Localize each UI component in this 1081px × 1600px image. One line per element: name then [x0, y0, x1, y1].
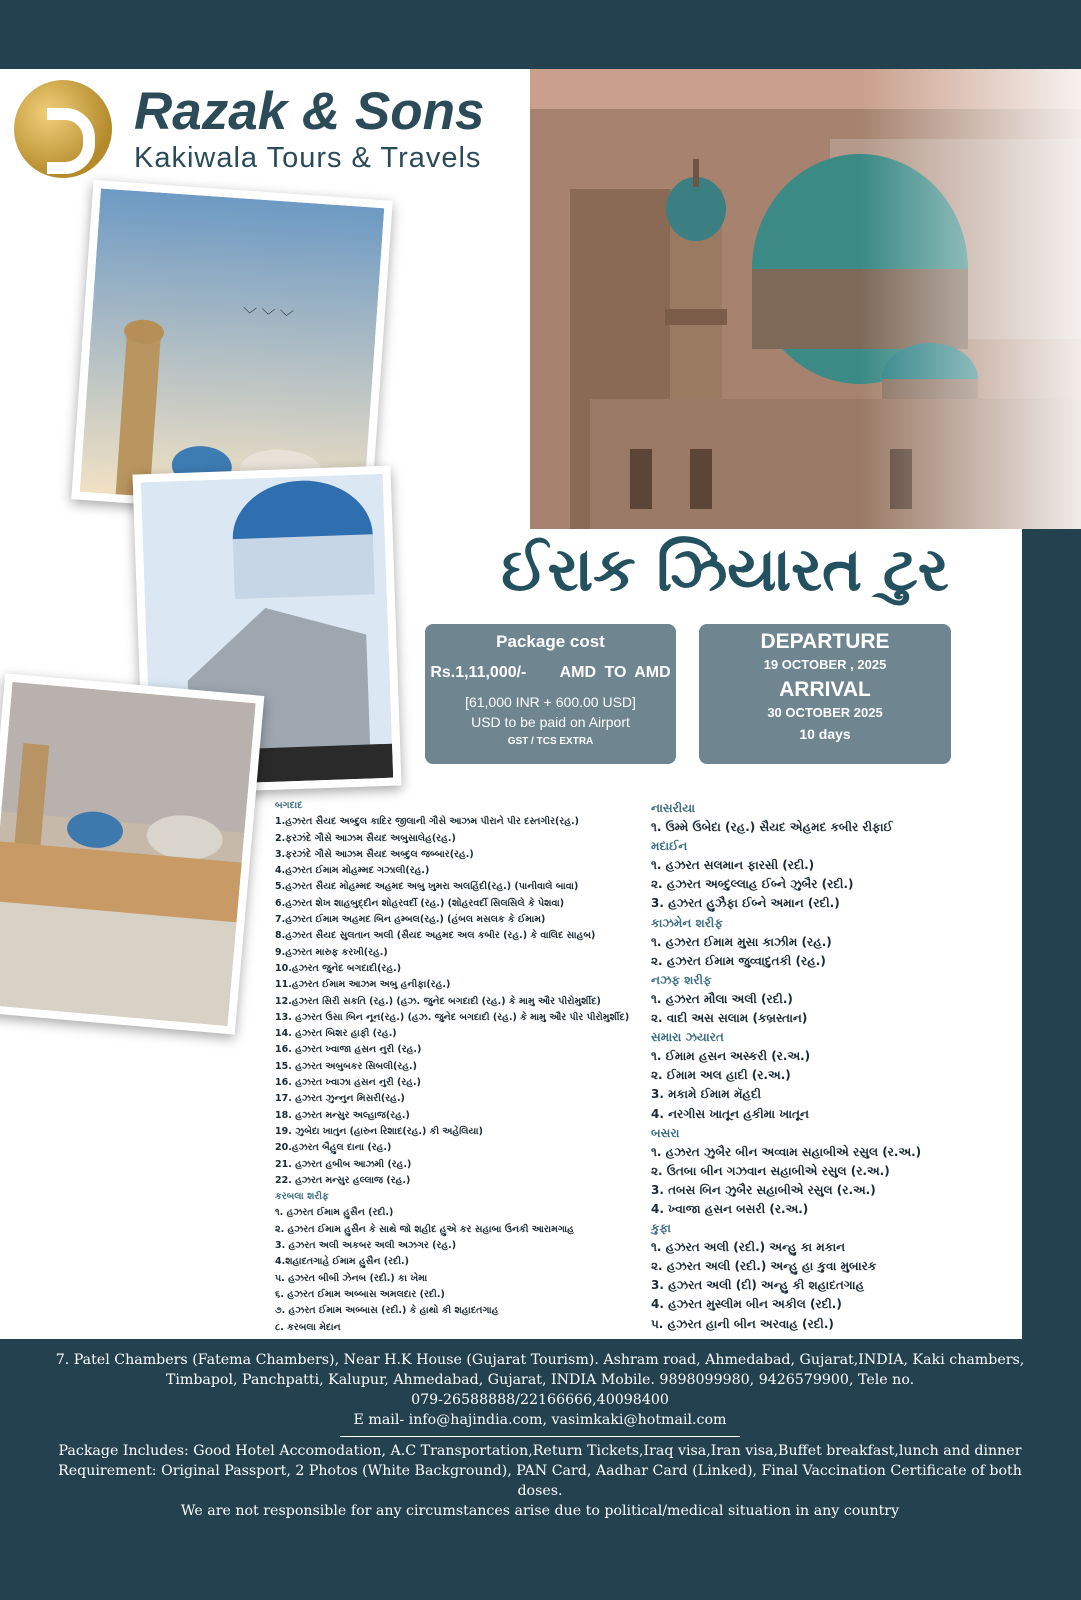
list-item: 4.હઝરત ઈમામ મોહમ્મદ ગઝાલી(રહ.): [275, 865, 430, 877]
list-item: ૧. હઝરત ઝુબૈર બીન અવ્વામ સહાબીએ રસુલ (ર.અ.): [651, 1144, 922, 1159]
list-item: પ. હઝરત બીબી ઝેનબ (રદી.) કા ખેમા: [275, 1272, 428, 1284]
brand-name: Razak & Sons: [134, 81, 485, 141]
footer-disclaimer: We are not responsible for any circumstances arise due to political/medical situation in any country: [180, 1503, 900, 1519]
list-section-heading: કાઝમેન શરીફ: [651, 915, 723, 930]
list-item: ૧. હઝરત મૌલા અલી (રદી.): [651, 991, 793, 1006]
list-item: ૧. ઈમામ હસન અસ્કરી (ર.અ.): [651, 1049, 811, 1064]
list-section-heading: સમારા ઝયારત: [651, 1030, 724, 1045]
list-item: ૨. ઉતબા બીન ગઝવાન સહાબીએ રસુલ (ર.અ.): [651, 1163, 890, 1178]
footer-requirement-cont: doses.: [517, 1483, 563, 1499]
list-item: 18. હઝરત મન્સુર અલ્હાજ(રહ.): [275, 1109, 410, 1121]
list-item: 19. ઝુબેદા ખાતુન (હારુન રિશાદ(રહ.) કી અહેલિયા): [275, 1125, 483, 1137]
list-item: 4. નરગીસ ખાતૂન હકીમા ખાતૂન: [651, 1106, 809, 1121]
list-item: 3. હઝરત અલી (દી) અન્હુ કી શહાદતગાહ: [651, 1278, 865, 1293]
brand-logo: [14, 80, 485, 178]
list-item: 4. હઝરત મુસ્લીમ બીન અકીલ (રદી.): [651, 1297, 842, 1312]
footer-address-line-1: 7. Patel Chambers (Fatema Chambers), Near H.K House (Gujarat Tourism). Ashram road, Ahmedabad, Gujarat,INDIA, Kaki chambers,: [55, 1352, 1025, 1368]
departure-date: 19 OCTOBER , 2025: [763, 657, 887, 672]
tour-duration: 10 days: [799, 726, 851, 742]
list-item: પ. હઝરત હાની બીન અરવાહ (રદી.): [651, 1316, 834, 1331]
list-item: 3. હઝરત હુઝૈફા ઈબ્ને અમાન (રદી.): [651, 896, 840, 911]
list-item: 8.હઝરત સૈયદ સુલતાન અલી (સૈયદ અહમદ અલ કબીર (રહ.) કે વાલિદ સાહબ): [275, 930, 596, 942]
list-section-heading: બસરા: [651, 1125, 680, 1140]
list-item: 6.હઝરત શેખ શાહબુદ્દીન શોહરવર્દી (રહ.) (શોહરવર્દી સિલસિલે કે પેશવા): [275, 897, 565, 909]
list-item: ૧. હઝરત સલમાન ફારસી (રદી.): [651, 858, 815, 873]
list-item: 15. હઝરત અબુબકર સિબલી(રહ.): [275, 1060, 418, 1072]
tour-title: ઈરાક ઝિયારત ટુર: [501, 535, 949, 605]
list-item: ૨. હઝરત અબ્દુલ્લાહ ઈબ્ને ઝુબૈર (રદી.): [651, 877, 854, 892]
list-item: 3.ફરઝંદે ગૌસે આઝમ સૈયદ અબ્દુલ જબ્બાર(રહ.): [275, 848, 474, 860]
package-price: Rs.1,11,000/-: [430, 664, 527, 681]
list-item: ૧. ઉમ્મે ઉબેદા (રહ.) સૈયદ એહમદ કબીર રીફાઈ: [651, 820, 893, 835]
list-item: 4.શહાદતગાહે ઈમામ હુસૈન (રદી.): [275, 1256, 410, 1268]
list-item: 3. તબસ બિન ઝુબૈર સહાબીએ રસુલ (ર.અ.): [651, 1182, 876, 1197]
footer: [30, 1350, 1050, 1521]
arrival-label: ARRIVAL: [779, 678, 871, 701]
mosque-hero-photo: [530, 69, 1081, 529]
list-section-heading: કુફા: [651, 1221, 671, 1236]
list-item: 21. હઝરત હબીબ આઝમી (રહ.): [275, 1158, 412, 1170]
list-item: 13. હઝરત ઉસા બિન નૂન(રહ.) (હઝ. જુનેદ બગદાદી (રહ.) કે મામુ ઔર પીર પીરોમુર્શીદ): [275, 1011, 630, 1023]
list-item: 9.હઝરત મારુફ કરખી(રહ.): [275, 946, 388, 958]
package-route: AMD TO AMD: [559, 664, 671, 681]
list-item: 16. હઝરત ખ્વાજા હસન નુરી (રહ.): [275, 1044, 422, 1056]
list-item: ૧. હઝરત ઈમામ હુસૈન (રદી.): [275, 1207, 394, 1219]
list-item: 16. હઝરત ખ્વાઝા હસન નુરી (રહ.): [275, 1077, 421, 1089]
list-item: 2.ફરઝંદે ગૌસે આઝમ સૈયદ અબુસાલેહ(રહ.): [275, 832, 456, 844]
list-item: ૨. ઈમામ અલ હાદી (ર.અ.): [651, 1068, 791, 1083]
package-usd-note: USD to be paid on Airport: [471, 714, 630, 730]
list-item: ૭. હઝરત ઈમામ અબ્બાસ (રદી.) કે હાથો કી શહાદતગાહ: [275, 1305, 499, 1317]
list-item: ૨. વાદી અસ સલામ (કબ્રસ્તાન): [651, 1011, 808, 1026]
footer-includes: Package Includes: Good Hotel Accomodation, A.C Transportation,Return Tickets,Iraq visa,Iran visa,Buffet breakfast,lunch and dinner: [58, 1443, 1022, 1459]
footer-divider: [340, 1436, 740, 1437]
list-item: 17. હઝરત ઝુન્નુન મિસરી(રહ.): [275, 1093, 405, 1105]
list-section-heading: મદાઈન: [651, 839, 688, 854]
list-item: ૧. હઝરત અલી (રદી.) અન્હુ કા મકાન: [651, 1240, 846, 1255]
logo-emblem-icon: [14, 80, 112, 178]
list-item: ૬. હઝરત ઈમામ અબ્બાસ અમલદાર (રદી.): [275, 1288, 445, 1300]
ziyarat-list-right: [651, 799, 1021, 1334]
schedule-box: [699, 624, 951, 764]
list-item: 4. ખ્વાજા હસન બસરી (ર.અ.): [651, 1201, 809, 1216]
departure-label: DEPARTURE: [760, 630, 890, 653]
list-item: 3. મકામે ઈમામ મૅહદી: [651, 1087, 762, 1102]
footer-address-line-2: Timbapol, Panchpatti, Kalupur, Ahmedabad, Gujarat, INDIA Mobile. 9898099980, 9426579900, Tele no.: [165, 1372, 915, 1388]
list-item: 10.હઝરત જુનેદ બગદાદી(રહ.): [275, 962, 402, 974]
package-breakdown: [61,000 INR + 600.00 USD]: [465, 694, 636, 710]
list-item: ૨. હઝરત ઈમામ હુસૈન કે સાથે જો શહીદ હુએ કર સહાબા ઉનકી આરામગાહ: [275, 1223, 574, 1235]
footer-requirement: Requirement: Original Passport, 2 Photos (White Background), PAN Card, Aadhar Card (Linked), Final Vaccination Certificate of both: [58, 1463, 1022, 1479]
list-section-heading: કરબલા શરીફ: [275, 1191, 329, 1203]
list-item: 1.હઝરત સૈયદ અબ્દુલ કાદિર જીલાની ગૌસે આઝમ પીરાને પીર દસ્તગીર(રહ.): [275, 816, 579, 828]
list-item: ૮. કરબલા મેદાન: [275, 1321, 341, 1333]
package-price-line: [425, 664, 676, 682]
package-cost-box: [425, 624, 676, 764]
list-item: ૨. હઝરત અલી (રદી.) અન્હુ હા કુવા મુબારક: [651, 1259, 877, 1274]
list-item: 22. હઝરત મન્સુર હલ્લાજ (રહ.): [275, 1174, 411, 1186]
list-item: ૨. હઝરત ઈમામ જુવ્વાદુતકી (રહ.): [651, 953, 826, 968]
list-section-heading: નાસરીયા: [651, 801, 696, 815]
shrine-courtyard-photo: [0, 673, 264, 1034]
list-item: 5.હઝરત સૈયદ મોહમ્મદ અહમદ અબુ ખુમરા અલહિંદી(રહ.) (પાનીવાલે બાવા): [275, 881, 579, 893]
list-item: 11.હઝરત ઈમામ આઝમ અબુ હનીફા(રહ.): [275, 979, 451, 991]
list-section-heading: બગદાદ: [275, 800, 303, 811]
package-tax: GST / TCS EXTRA: [507, 736, 594, 747]
list-item: 3. હઝરત અલી અકબર અલી અઝગર (રહ.): [275, 1240, 457, 1252]
list-item: 14. હઝરત બિશર હાફી (રહ.): [275, 1028, 397, 1040]
list-item: 20.હઝરત બૈહુલ દાના (રહ.): [275, 1142, 392, 1154]
list-item: ૧. હઝરત ઈમામ મુસા કાઝીમ (રહ.): [651, 934, 832, 949]
svg-text:﹀ ﹀ ﹀: ﹀ ﹀ ﹀: [241, 306, 294, 327]
package-heading: Package cost: [496, 632, 605, 651]
list-section-heading: નઝફ શરીફ: [651, 972, 712, 987]
ziyarat-list-left: [275, 798, 645, 1336]
arrival-date: 30 OCTOBER 2025: [767, 705, 883, 720]
brand-tagline: Kakiwala Tours & Travels: [134, 141, 482, 174]
footer-phone: 079-26588888/22166666,40098400: [411, 1392, 669, 1408]
list-item: 7.હઝરત ઈમામ અહમદ બિન હમ્બલ(રહ.) (હંબલ મસલક કે ઈમામ): [275, 914, 546, 926]
list-item: 12.હઝરત સિરી સકતિ (રહ.) (હઝ. જુનેદ બગદાદી (રહ.) કે મામુ ઔર પીરોમુર્શીદ): [275, 995, 601, 1007]
footer-email: E mail- info@hajindia.com, vasimkaki@hotmail.com: [353, 1412, 727, 1428]
